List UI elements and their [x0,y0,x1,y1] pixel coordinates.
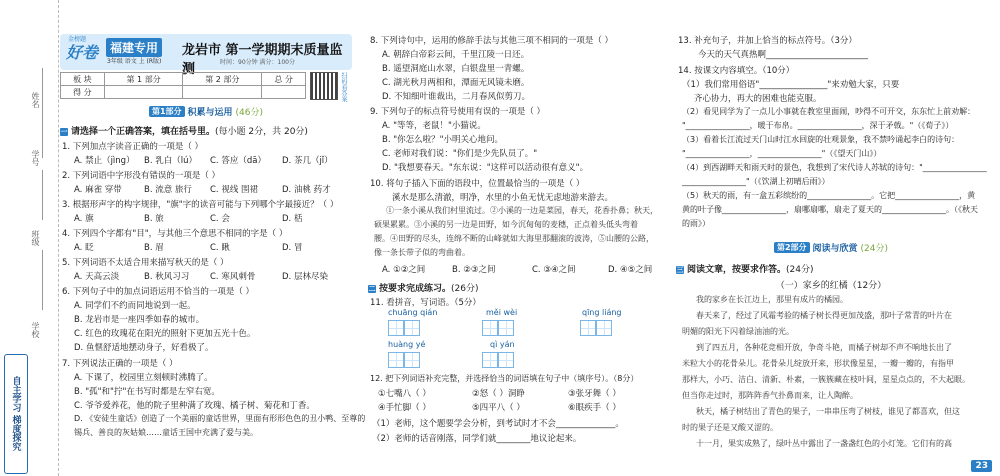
q10-passage-line: 腰。④田野的尽头，连绵不断的山峰就如大海里那翻滚的波涛，⑤山腰的公路， [374,234,654,243]
part1-heading [60,104,352,118]
article-line: 到了四五月，各种花竞相开放，争奇斗艳，而橘子树却不声不响地长出了 [696,343,952,352]
q7-option-d-cont: 锡兵、善良的灰姑娘……童话王国中充满了爱与美。 [74,428,258,437]
q1-option-b[interactable]: B. 乳白（lú） [144,156,197,166]
writing-cell[interactable] [388,320,404,336]
q4-option-a[interactable]: A. 眨 [74,243,94,253]
q6-option-b[interactable]: B. 龙岩市是一座四季如春的城市。 [74,315,205,325]
score-table-header-row [61,73,306,86]
q14-line[interactable]: （5）秋天的雨，有一盒五彩缤纷的________________。它把________________，黄 [682,191,976,200]
student-id-line [42,170,43,220]
binding-margin [0,0,59,476]
q9-option-c[interactable]: C. 老师对我们说："你们是少先队员了。" [382,149,538,159]
score-cell: 第 1 部分 [104,73,183,86]
article-line: 秋天，橘子树结出了青色的果子，一串串压弯了树枝，谁见了都喜欢，但这 [696,407,960,416]
qr-code[interactable] [310,72,338,100]
pinyin-label: chuāng qián [388,308,438,317]
q2-option-b[interactable]: B. 流意 旅行 [144,185,192,195]
school-label: 学校 [31,322,40,338]
q12-item[interactable]: ②怒（ ）洞睁 [472,389,525,399]
article-line: 米粒大小的花骨朵儿。花骨朵儿绽放开来，形状像星星，一瓣一瓣的，有指甲 [682,359,954,368]
q8-option-b[interactable]: B. 遥望洞庭山水翠，白银盘里一青螺。 [382,64,530,74]
q14-line: （3）看着长江流过天门山时江水回旋的壮观景象，我不禁吟诵起李白的诗句： [682,135,960,144]
page-number: 23 [971,460,992,472]
article-line: 春天来了，经过了风霜考验的橘子树长得更加茂盛，那叶子常青的叶片在 [696,311,952,320]
section3-number: 三 [676,266,684,274]
score-cell: 板 块 [61,73,105,86]
q13-answer-line[interactable]: 今天的天气真热啊________________________ [698,50,869,60]
q12-sentence-2[interactable]: （2）老师的话音刚落，同学们就________地议论起来。 [372,434,582,444]
question-9: 9. 下列句子的标点符号使用有误的一项是（ ） [370,107,546,117]
q8-option-d[interactable]: D. 不知细叶谁裁出，二月春风似剪刀。 [382,92,530,102]
pinyin-label: qì yán [490,340,515,349]
part2-badge: 第2部分 [774,242,810,253]
pinyin-label: měi wèi [486,308,518,317]
question-3: 3. 根据形声字的构字规律，"旗"字的读音可能与下列哪个字最接近？（ ） [62,200,339,210]
score-cell[interactable] [262,86,306,99]
q1-option-c[interactable]: C. 答应（dā） [210,156,266,166]
part2-title: 阅读与欣赏 [812,243,858,254]
question-7: 7. 下列说法正确的一项是（ ） [62,359,178,369]
section2-title: 按要求完成练习。 [379,284,452,294]
part2-heading [676,240,986,254]
q14-line[interactable]: "________________，________________"（《望天门山》） [682,149,882,158]
question-8: 8. 下列诗句中，运用的修辞手法与其他三项不相同的一项是（ ） [370,36,614,46]
score-cell[interactable] [183,86,262,99]
pinyin-label: qīng liáng [582,308,622,317]
q12-item[interactable]: ③张牙舞（ ） [568,389,621,399]
section1-heading [60,124,308,137]
score-table-score-row [61,86,306,99]
writing-cell[interactable] [498,352,514,368]
q12-item[interactable]: ①七嘴八（ ） [378,389,431,399]
article-title: （一）家乡的红橘（12分） [775,281,887,291]
writing-cell[interactable] [596,320,612,336]
section1-number: 一 [60,128,68,136]
q3-option-a[interactable]: A. 旗 [74,214,94,224]
q8-option-a[interactable]: A. 朝辞白帝彩云间，千里江陵一日还。 [382,50,530,60]
column-3 [676,0,996,476]
q10-passage-line: ①一条小溪从我们村里流过。②小溪的一边是菜园，春天，花香扑鼻；秋天， [386,206,658,215]
question-2: 2. 下列词语中字形没有错误的一项是（ ） [62,171,221,181]
question-1: 1. 下列加点字读音正确的一项是（ ） [62,142,204,152]
exam-header [60,34,352,77]
section1-points: (每小题 2分，共 20分) [215,127,308,137]
q14-line[interactable]: 黄的叶子像________________，扇哪扇哪，扇走了夏天的________________。（《秋天 [682,205,978,214]
writing-cell[interactable] [404,320,420,336]
name-label: 姓名 [31,92,40,108]
q7-option-a[interactable]: A. 下课了，校园里立刻顿时沸腾了。 [74,373,213,383]
question-14: 14. 按课文内容填空。（10分） [678,66,795,76]
section3-heading [676,262,814,275]
q7-option-c[interactable]: C. 爷爷爱养花，他的院子里种满了玫瑰、橘子树、菊花和丁香。 [74,401,315,411]
q12-item[interactable]: ⑥眼疾手（ ） [568,403,621,413]
article-line: 我的家乡在长江边上，那里有成片的橘园。 [696,295,848,304]
section1-title: 请选择一个正确答案，填在括号里。 [71,127,216,137]
score-cell: 第 2 部分 [183,73,262,86]
q1-option-a[interactable]: A. 禁止（jìng） [74,156,135,166]
article-line: 时的果子还是又酸又涩的。 [682,423,778,432]
q2-option-d[interactable]: D. 油桃 药才 [282,185,331,195]
q8-option-c[interactable]: C. 湖光秋月两相和，潭面无风镜未磨。 [382,78,530,88]
score-table [60,72,306,99]
pinyin-label: huàng yé [388,340,426,349]
question-12: 12. 把下列词语补充完整，并选择恰当的词语填在句子中（填序号）。（8分） [370,374,639,383]
class-label: 班级 [31,230,40,246]
q5-option-b[interactable]: B. 秋风习习 [144,272,190,282]
column-2 [368,0,670,476]
q10-inserted-sentence: 溪水是那么清澈，明净，水里的小鱼无忧无虑地游来游去。 [392,193,614,203]
writing-cell[interactable] [482,352,498,368]
q10-option-c[interactable]: C. ③④之间 [532,265,576,275]
q10-passage-line: 像一条长带子似的弯曲着。 [374,248,470,257]
q5-option-a[interactable]: A. 天高云淡 [74,272,120,282]
q4-option-d[interactable]: D. 冒 [282,243,303,253]
article-line: 明媚的阳光下闪着绿油油的光。 [682,327,794,336]
writing-cell[interactable] [580,320,596,336]
q14-line[interactable]: （4）到西湖畔天和雨天时的景色，我想到了宋代诗人苏轼的诗句："________________ [682,163,987,172]
section2-points: (26分) [451,284,479,294]
q6-option-c[interactable]: C. 红色的玫瑰花在阳光的照射下更加五光十色。 [74,329,256,339]
question-5: 5. 下列词语不太适合用来描写秋天的是（ ） [62,258,229,268]
part1-points: (46分) [235,107,264,118]
q10-option-d[interactable]: D. ④⑤之间 [608,265,653,275]
q14-line: 的雨》） [682,219,710,228]
score-cell: 得 分 [61,86,105,99]
part1-badge: 第1部分 [149,106,185,117]
q2-option-c[interactable]: C. 视线 围裙 [210,185,259,195]
q7-option-d[interactable]: D. 《安徒生童话》创造了一个美丽的童话世界，里面有形形色色的丑小鸭、至尊的 [74,414,366,423]
section3-title: 阅读文章，按要求作答。 [687,265,787,275]
qr-label: 扫码看答案 [340,72,347,102]
series-stamp: 自主学习 梯度探究 [4,354,28,474]
q4-option-b[interactable]: B. 眉 [144,243,164,253]
q3-option-b[interactable]: B. 旅 [144,214,164,224]
q12-item[interactable]: ⑤四平八（ ） [472,403,525,413]
q6-option-d[interactable]: D. 鱼惬舒适地摆动身子，好看极了。 [74,343,214,353]
section2-number: 二 [368,285,376,293]
question-13: 13. 补充句子，并加上恰当的标点符号。（3分） [678,36,857,46]
writing-cell[interactable] [482,320,498,336]
q10-option-b[interactable]: B. ②③之间 [452,265,496,275]
article-line: 那样大，小巧、洁白、清新、朴素，一簇簇藏在枝叶间，星星点点的，不大起眼。 [682,375,970,384]
q14-line[interactable]: ________________"（《饮湖上初晴后雨》） [682,177,830,186]
exam-title: 龙岩市 第一学期期末质量监测 [182,43,343,77]
score-cell[interactable] [104,86,183,99]
q1-option-d[interactable]: D. 茶几（jǐ） [282,156,333,166]
q5-option-c[interactable]: C. 寒风刺骨 [210,272,256,282]
q4-option-c[interactable]: C. 瞅 [210,243,230,253]
q5-option-d[interactable]: D. 层林尽染 [282,272,328,282]
q9-option-d[interactable]: D. "我想要春天。"东东说："这样可以活动很有意义"。 [382,163,589,173]
q9-option-b[interactable]: B. "你怎么啦？"小明关心地问。 [382,135,504,145]
writing-cell[interactable] [498,320,514,336]
writing-cell[interactable] [404,352,420,368]
question-11: 11. 看拼音，写词语。（5分） [370,298,481,308]
edition-badge: 福建专用 [106,38,162,57]
q7-option-b[interactable]: B. "孤"和"拧"在书写时都是左窄右宽。 [74,387,220,397]
article-line: 但当你走过时，那阵阵香气扑鼻而来，让人陶醉。 [682,391,858,400]
score-cell: 总 分 [262,73,306,86]
section2-heading [368,281,479,294]
writing-cell[interactable] [388,352,404,368]
q6-option-a[interactable]: A. 同学们不约而同地说到一起。 [74,301,196,311]
q10-option-a[interactable]: A. ①②之间 [382,265,426,275]
q2-option-a[interactable]: A. 麻雀 穿带 [74,185,122,195]
column-1 [60,0,366,476]
part2-points: (24分) [860,243,889,254]
question-4: 4. 下列四个字都有"目"，与其他三个意思不相同的字是（ ） [62,229,288,239]
q3-option-c[interactable]: C. 会 [210,214,230,224]
student-id-label: 学号 [31,150,40,166]
q14-line[interactable]: （1）我们常用俗语"________________"来劝勉大家，只要 [682,80,900,90]
q14-line: （2）看见同学为了一点儿小事就在教室里面闹，吵得不可开交，东东忙上前劝解： [682,107,976,116]
q9-option-a[interactable]: A. "等等，老鼠！"小猫说。 [382,121,486,131]
q14-line[interactable]: "________________，暖于布帛。________________，深于矛戟。"（《荀子》） [682,121,954,130]
logo-small-text: 金榜题 [68,36,87,43]
edition-subtitle: 3年级 语文 上 (R版) [107,58,162,65]
question-10: 10. 将句子插入下面的语段中，位置最恰当的一项是（ ） [370,179,585,189]
q12-item[interactable]: ④手忙脚（ ） [378,403,431,413]
q12-sentence-1[interactable]: （1）老师，这个题要学会分析，到考试时才不会______________。 [372,419,624,429]
question-6: 6. 下列句子中的加点词语运用不恰当的一项是（ ） [62,287,255,297]
exam-meta: 时间：90分钟 满分：100分 [220,59,295,66]
q14-line: 齐心协力，再大的困难也能克服。 [694,94,822,104]
q3-option-d[interactable]: D. 栝 [282,214,303,224]
brand-logo: 好卷 [66,43,99,62]
q10-passage-line: 硕果累累。③小溪的另一边是田野，如今沉甸甸的麦穗，正点着头低头弯着 [374,220,638,229]
name-line [42,68,43,158]
part1-title: 积累与运用 [187,107,233,118]
class-line [42,250,43,310]
section3-points: (24分) [786,265,814,275]
article-line: 十一月，果实成熟了，绿叶丛中露出了一盏盏红色的小灯笼。它们有的高 [696,439,952,448]
